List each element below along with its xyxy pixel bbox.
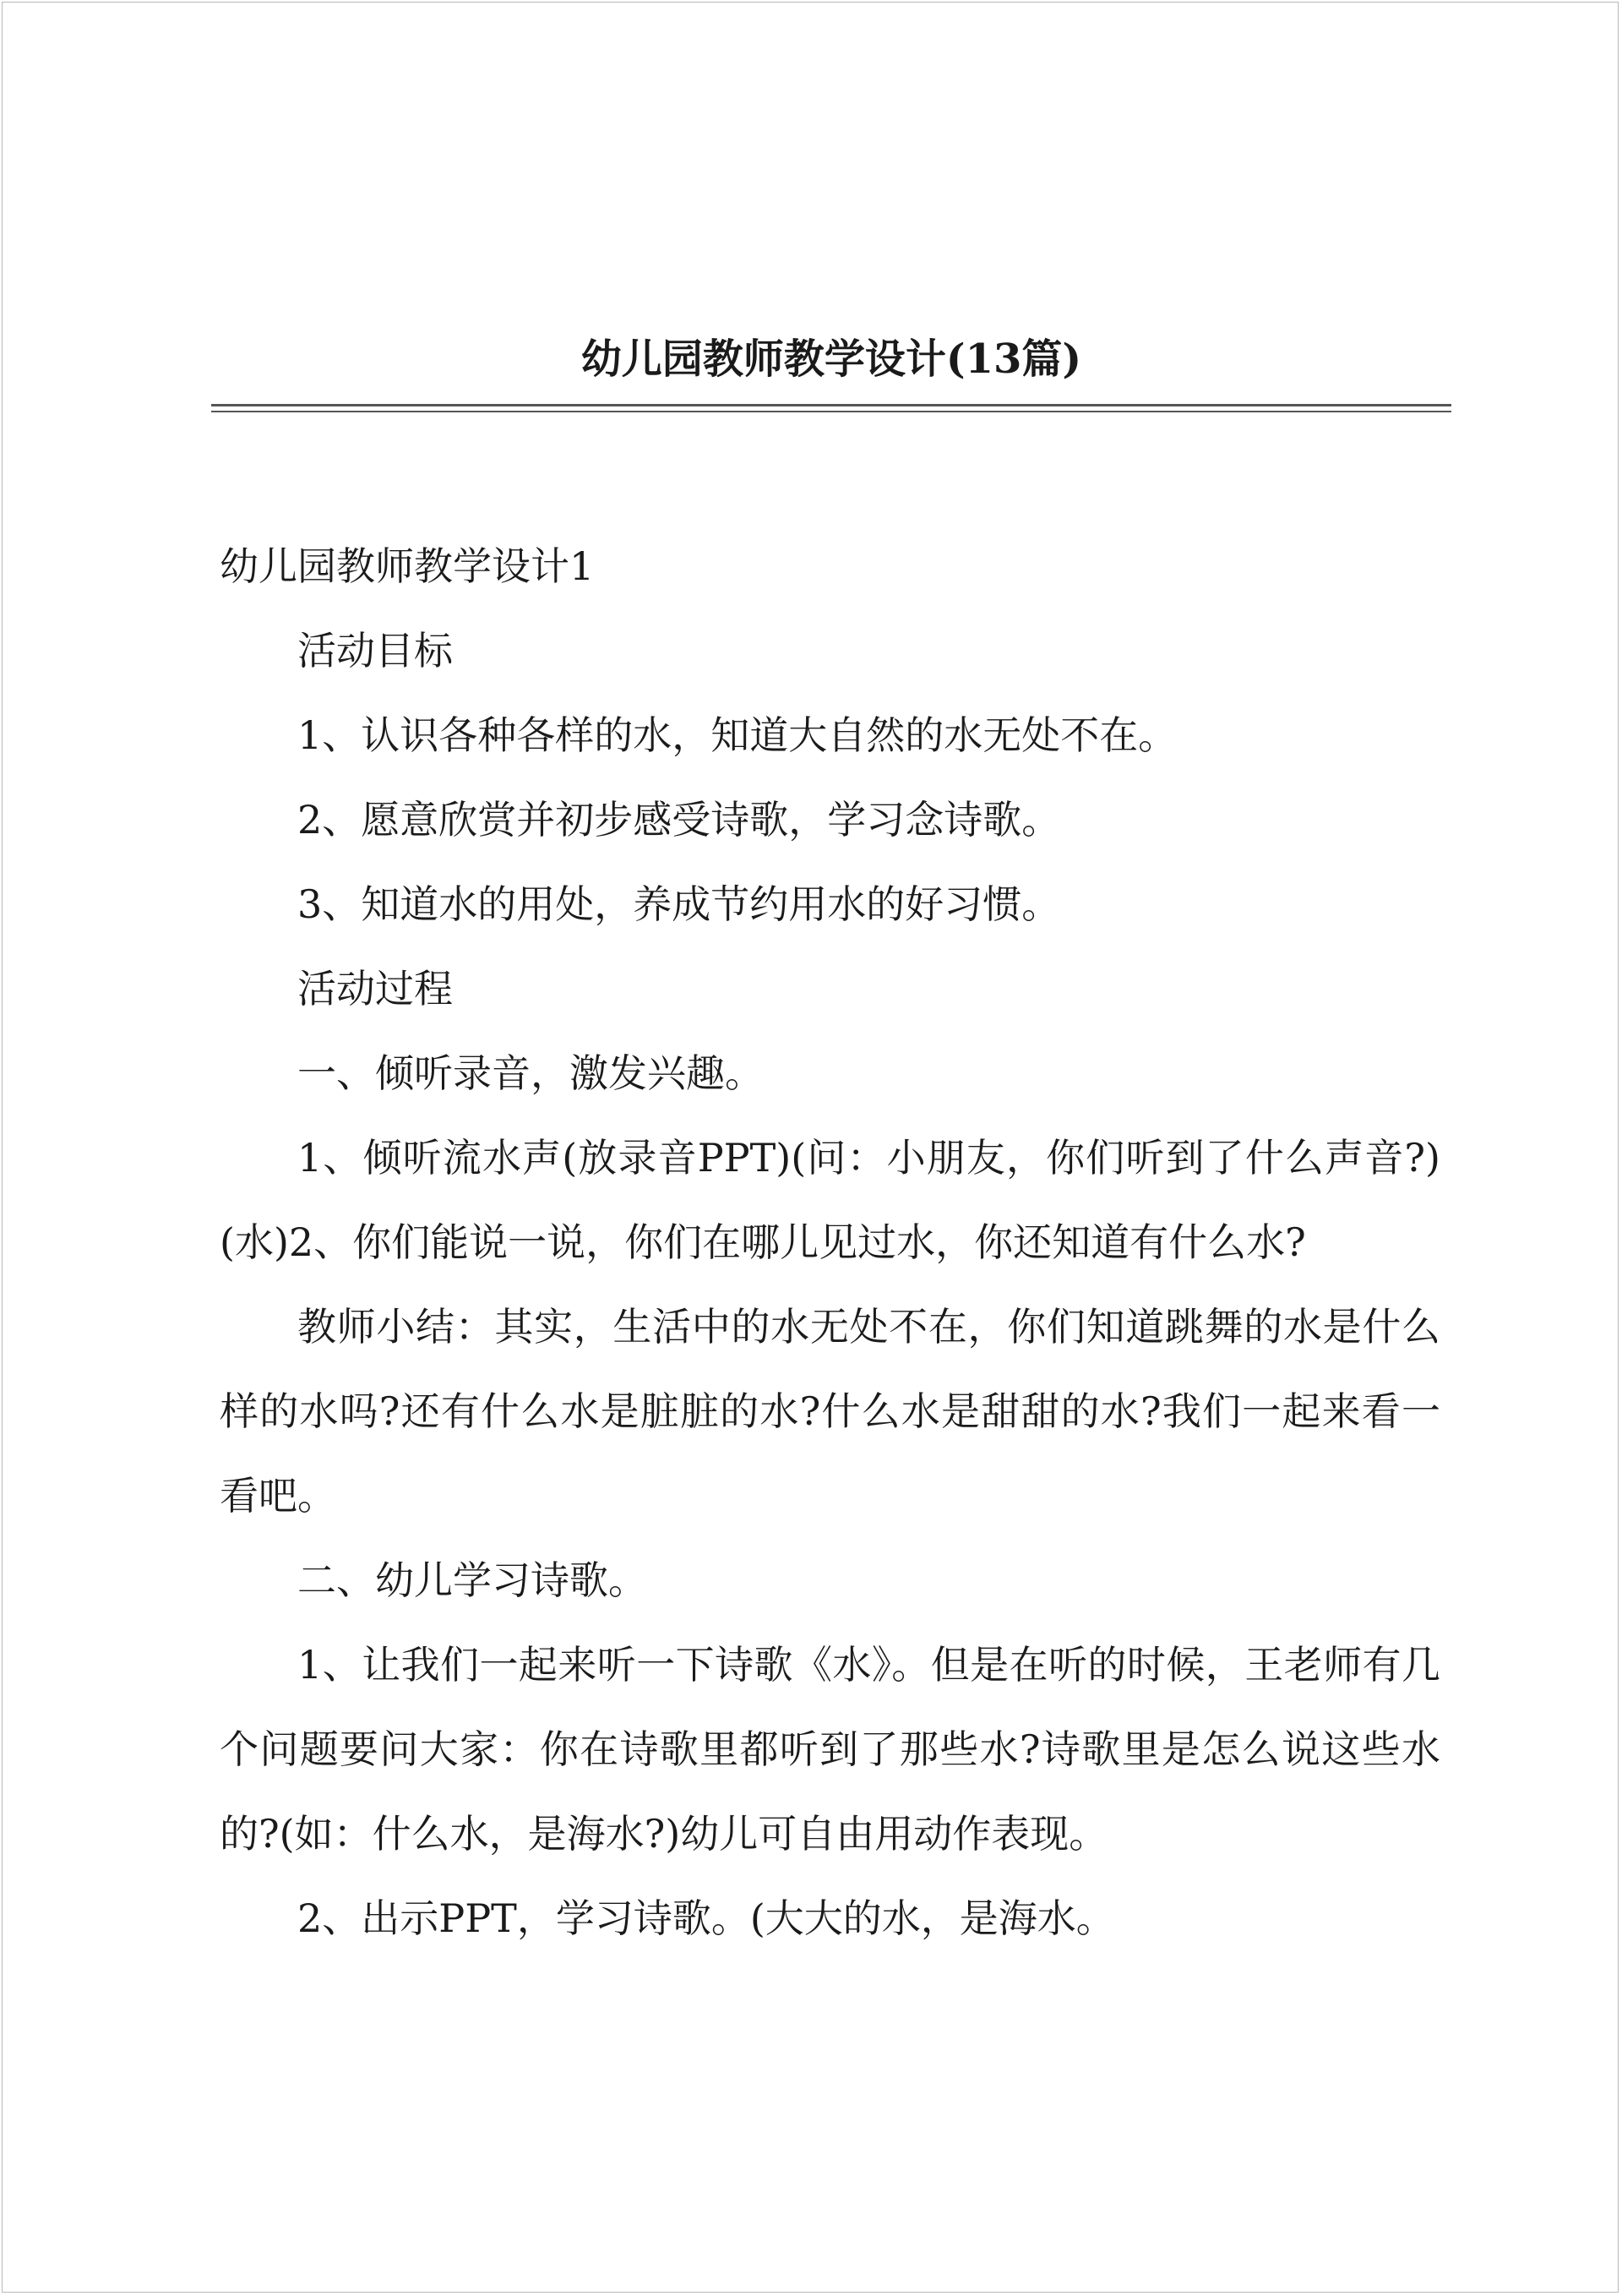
- document-body: [220, 524, 1440, 1961]
- document-title: 幼儿园教师教学设计(13篇): [580, 335, 1082, 383]
- title-double-rule: [211, 404, 1451, 412]
- process-step-1: 一、倾听录音，激发兴趣。: [297, 1050, 764, 1096]
- goal-item-1: 1、认识各种各样的水，知道大自然的水无处不在。: [297, 712, 1178, 758]
- process-step-2: 二、幼儿学习诗歌。: [297, 1557, 647, 1603]
- subheading-activity-process: 活动过程: [297, 966, 453, 1012]
- body-paragraph: 1、倾听流水声(放录音PPT)(问：小朋友，你们听到了什么声音?)(水)2、你们能说一说，你们在哪儿见过水，你还知道有什么水?: [220, 1135, 1440, 1265]
- body-paragraph: 1、让我们一起来听一下诗歌《水》。但是在听的时候，王老师有几个问题要问大家：你在诗歌里都听到了那些水?诗歌里是怎么说这些水的?(如：什么水，是海水?)幼儿可自由用动作表现。: [220, 1642, 1440, 1857]
- subheading-activity-goals: 活动目标: [297, 628, 453, 674]
- goal-item-2: 2、愿意欣赏并初步感受诗歌，学习念诗歌。: [297, 797, 1061, 843]
- body-paragraph: 教师小结：其实，生活中的水无处不在，你们知道跳舞的水是什么样的水吗?还有什么水是脏脏的水?什么水是甜甜的水?我们一起来看一看吧。: [220, 1304, 1440, 1519]
- section-heading: 幼儿园教师教学设计1: [220, 543, 595, 589]
- body-paragraph: 2、出示PPT，学习诗歌。(大大的水，是海水。: [297, 1895, 1115, 1941]
- goal-item-3: 3、知道水的用处，养成节约用水的好习惯。: [297, 881, 1061, 927]
